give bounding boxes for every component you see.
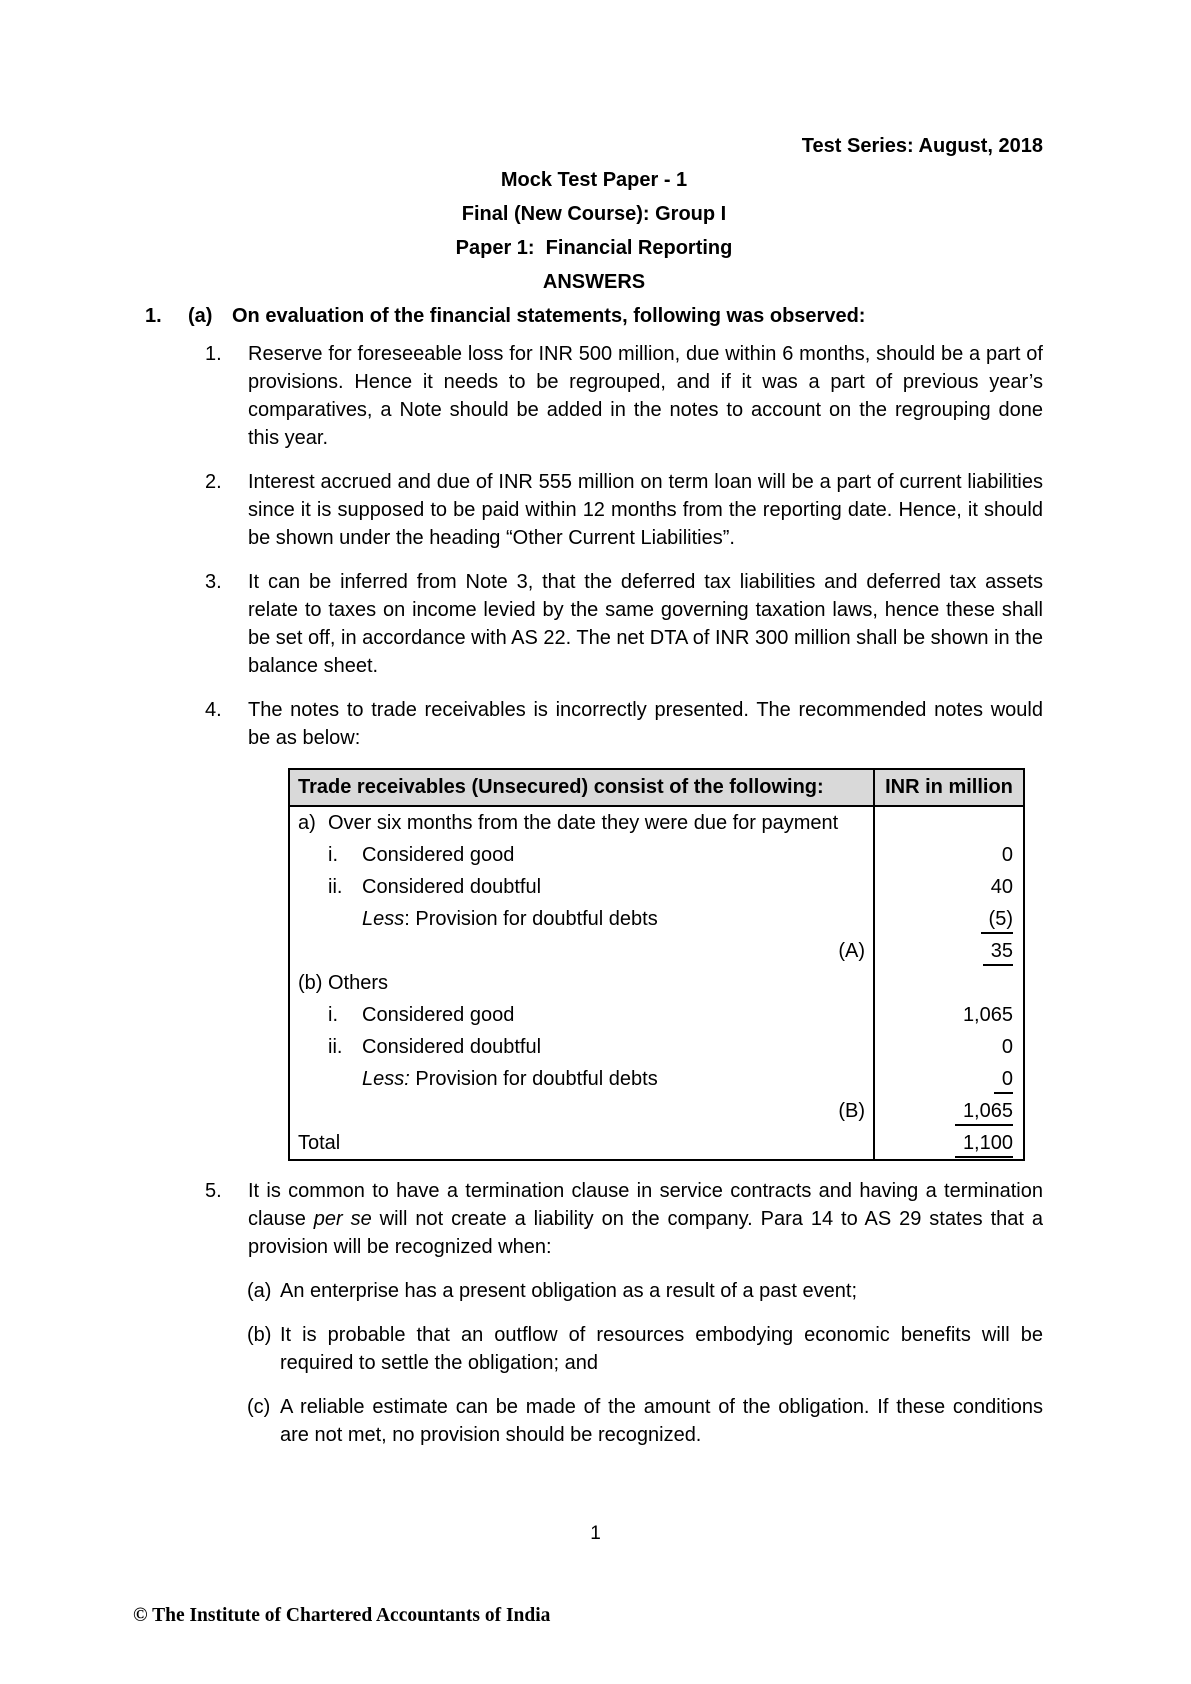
table-cell-label: [289, 806, 874, 839]
answer-item-3: [145, 568, 1043, 680]
row-label-text: Over six months from the date they were due for payment: [328, 812, 839, 834]
row-label-text: Considered good: [362, 1004, 515, 1026]
item-text: Reserve for foreseeable loss for INR 500 million, due within 6 months, should be a part of provisions. Hence it needs to be regrouped, and if it was a part of previous year’s comparatives, a Note should be added in the notes to account on the regrouping done this year.: [248, 343, 1043, 449]
test-series-heading: Test Series: August, 2018: [801, 135, 1043, 157]
table-cell-label: [289, 871, 874, 903]
table-cell-value: [874, 1095, 1024, 1127]
table-cell-label: [289, 839, 874, 871]
sub-item-marker: (c): [247, 1396, 271, 1418]
row-label-text: Total: [298, 1132, 341, 1154]
table-cell-label: [289, 935, 874, 967]
row-label-italic: Less:: [362, 1068, 410, 1090]
table-row: [289, 967, 1024, 999]
sub-item-text: A reliable estimate can be made of the amount of the obligation. If these conditions are not met, no provision should be recognized.: [280, 1396, 1043, 1446]
row-label-text: Considered doubtful: [362, 1036, 542, 1058]
sub-item-b: [145, 1321, 1043, 1377]
table-header-row: [289, 769, 1024, 806]
table-row: [289, 806, 1024, 839]
row-value: 35: [983, 938, 1013, 966]
question-number: 1.: [145, 305, 162, 327]
table-cell-value: [874, 903, 1024, 935]
item-number: 5.: [205, 1180, 222, 1202]
answer-item-2: [145, 468, 1043, 552]
row-value: (5): [981, 906, 1013, 934]
table-row: [289, 903, 1024, 935]
row-label-text: Others: [328, 972, 389, 994]
item-text-italic: per se: [313, 1208, 372, 1230]
sub-item-a: [145, 1277, 1043, 1305]
sub-item-marker: (a): [247, 1280, 272, 1302]
table-row: [289, 1127, 1024, 1160]
item-text: It can be inferred from Note 3, that the deferred tax liabilities and deferred tax assets relate to taxes on income levied by the same governing taxation laws, hence these shall be set off, in accordance with AS 22. The net DTA of INR 300 million shall be shown in the balance sheet.: [248, 571, 1043, 677]
row-subtotal-label: (A): [838, 940, 865, 962]
table-cell-label: [289, 999, 874, 1031]
item-number: 1.: [205, 343, 222, 365]
answer-item-1: [145, 340, 1043, 452]
table-cell-value: [874, 806, 1024, 839]
doc-course-subtitle: Final (New Course): Group I: [461, 203, 727, 225]
table-cell-value: [874, 999, 1024, 1031]
table-cell-value: [874, 1127, 1024, 1160]
copyright-notice: © The Institute of Chartered Accountants of India: [133, 1605, 551, 1626]
row-value: 0: [994, 1066, 1013, 1094]
item-text-segment: It is common to have a termination clause in service contracts and having a termination clause: [248, 1180, 1043, 1230]
sub-item-text: It is probable that an outflow of resources embodying economic benefits will be required to settle the obligation; and: [280, 1324, 1043, 1374]
table-cell-label: [289, 967, 874, 999]
row-marker: a): [298, 812, 316, 834]
row-value: 40: [990, 876, 1013, 898]
item-text-segment: will not create a liability on the company. Para 14 to AS 29 states that a provision will be recognized when:: [248, 1208, 1043, 1258]
table-cell-label: [289, 1031, 874, 1063]
row-label-text: Considered doubtful: [362, 876, 542, 898]
table-cell-value: [874, 1031, 1024, 1063]
table-header-inr-million: INR in million: [874, 769, 1024, 806]
row-marker: i.: [328, 1004, 338, 1026]
question-part-label: (a): [188, 305, 213, 327]
item-text: Interest accrued and due of INR 555 million on term loan will be a part of current liabilities since it is supposed to be paid within 12 months from the reporting date. Hence, it should be shown under the heading “Other Current Liabilities”.: [248, 471, 1043, 549]
answers-heading: ANSWERS: [542, 271, 646, 293]
answer-item-4: [145, 696, 1043, 752]
page-number: 1: [590, 1523, 601, 1544]
row-marker: (b): [298, 972, 323, 994]
sub-item-text: An enterprise has a present obligation as a result of a past event;: [280, 1280, 858, 1302]
item-number: 2.: [205, 471, 222, 493]
row-value: 1,065: [962, 1004, 1013, 1026]
table-cell-label: [289, 903, 874, 935]
trade-receivables-table: [288, 768, 1025, 1161]
row-marker: ii.: [328, 876, 343, 898]
table-cell-value: [874, 1063, 1024, 1095]
item-text: [248, 1177, 1043, 1261]
row-value: 1,100: [955, 1130, 1013, 1158]
table-header-description: Trade receivables (Unsecured) consist of the following:: [289, 769, 874, 806]
table-row: [289, 1095, 1024, 1127]
table-row: [289, 871, 1024, 903]
sub-item-marker: (b): [247, 1324, 272, 1346]
question-heading-text: On evaluation of the financial statements, following was observed:: [232, 305, 866, 327]
row-marker: i.: [328, 844, 338, 866]
row-value: 0: [1001, 844, 1013, 866]
row-label-text: Provision for doubtful debts: [409, 1068, 658, 1090]
row-value: 1,065: [955, 1098, 1013, 1126]
table-cell-label: [289, 1127, 874, 1160]
doc-title: Mock Test Paper - 1: [500, 169, 688, 191]
table-row: [289, 935, 1024, 967]
item-number: 3.: [205, 571, 222, 593]
row-subtotal-label: (B): [838, 1100, 865, 1122]
sub-item-c: [145, 1393, 1043, 1449]
item-number: 4.: [205, 699, 222, 721]
table-cell-value: [874, 967, 1024, 999]
row-value: 0: [1001, 1036, 1013, 1058]
item-text: The notes to trade receivables is incorrectly presented. The recommended notes would be as below:: [248, 699, 1043, 749]
table-row: [289, 1031, 1024, 1063]
row-label-text: Considered good: [362, 844, 515, 866]
table-row: [289, 839, 1024, 871]
answer-item-5: [145, 1177, 1043, 1261]
table-cell-value: [874, 839, 1024, 871]
question-heading: [145, 302, 1043, 330]
table-cell-value: [874, 871, 1024, 903]
row-marker: ii.: [328, 1036, 343, 1058]
doc-paper-subtitle: Paper 1: Financial Reporting: [455, 237, 733, 259]
table-cell-value: [874, 935, 1024, 967]
table-row: [289, 999, 1024, 1031]
row-label-italic: Less: [362, 908, 405, 930]
table-cell-label: [289, 1095, 874, 1127]
row-label-text: : Provision for doubtful debts: [404, 908, 658, 930]
table-cell-label: [289, 1063, 874, 1095]
table-row: [289, 1063, 1024, 1095]
